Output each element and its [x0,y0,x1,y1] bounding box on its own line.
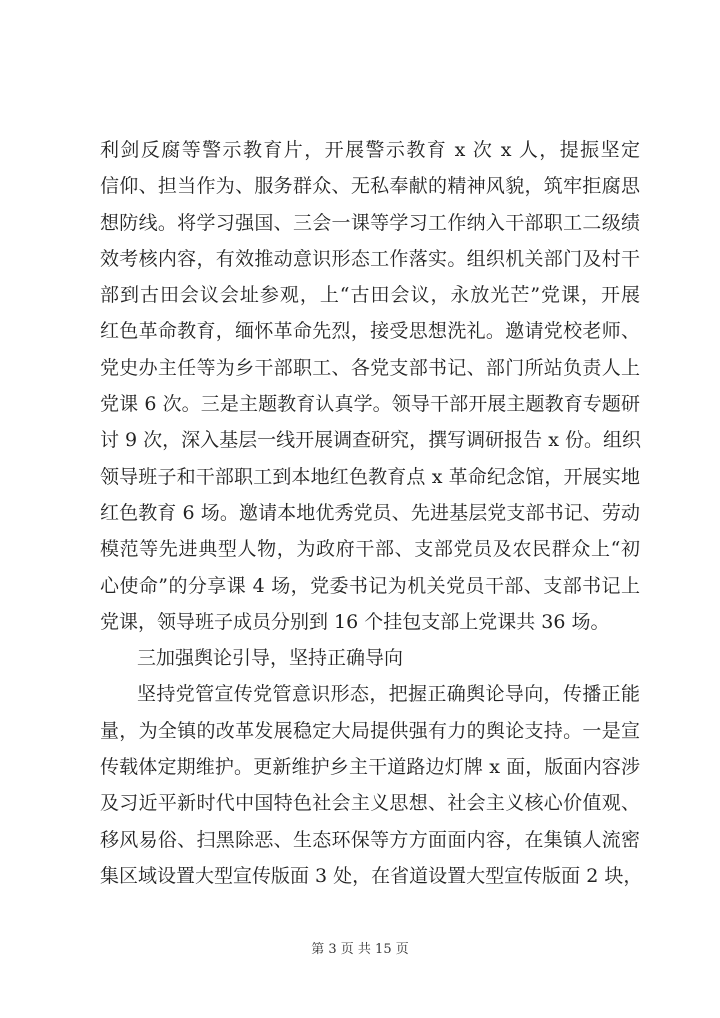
text-line: 想防线。将学习强国、三会一课等学习工作纳入干部职工二级绩 [100,211,640,234]
text-line: 三加强舆论引导，坚持正确导向 [137,647,404,670]
text-line: 及习近平新时代中国特色社会主义思想、社会主义核心价值观、 [100,792,640,815]
text-line: 领导班子和干部职工到本地红色教育点 x 革命纪念馆，开展实地 [100,465,640,488]
text-line: 红色教育 6 场。邀请本地优秀党员、先进基层党支部书记、劳动 [100,501,640,524]
document-body [100,132,643,894]
text-line: 模范等先进典型人物，为政府干部、支部党员及农民群众上“初 [100,538,640,561]
text-line: 移风易俗、扫黑除恶、生态环保等方方面面内容，在集镇人流密 [100,828,640,851]
text-line: 部到古田会议会址参观，上“古田会议，永放光芒”党课，开展 [100,284,640,307]
paragraph [100,676,643,894]
text-line: 利剑反腐等警示教育片，开展警示教育 x 次 x 人，提振坚定 [100,139,640,161]
text-line: 坚持党管宣传党管意识形态，把握正确舆论导向，传播正能 [137,683,640,706]
text-line: 党课，领导班子成员分别到 16 个挂包支部上党课共 36 场。 [100,610,610,633]
text-line: 传载体定期维护。更新维护乡主干道路边灯牌 x 面，版面内容涉 [100,756,640,779]
text-line: 讨 9 次，深入基层一线开展调查研究，撰写调研报告 x 份。组织 [100,429,641,452]
section-heading [100,640,640,676]
text-line: 党史办主任等为乡干部职工、各党支部书记、部门所站负责人上 [100,356,640,379]
text-line: 信仰、担当作为、服务群众、无私奉献的精神风貌，筑牢拒腐思 [100,175,640,198]
text-line: 心使命”的分享课 4 场，党委书记为机关党员干部、支部书记上 [100,574,640,597]
text-line: 红色革命教育，缅怀革命先烈，接受思想洗礼。邀请党校老师、 [100,320,640,343]
text-line: 集区域设置大型宣传版面 3 处，在省道设置大型宣传版面 2 块， [100,864,643,887]
text-line: 效考核内容，有效推动意识形态工作落实。组织机关部门及村干 [100,247,640,270]
text-line: 量，为全镇的改革发展稳定大局提供强有力的舆论支持。一是宣 [100,719,640,742]
text-line: 党课 6 次。三是主题教育认真学。领导干部开展主题教育专题研 [100,393,640,416]
paragraph [100,132,640,640]
page-number: 第 3 页 共 15 页 [311,942,409,957]
